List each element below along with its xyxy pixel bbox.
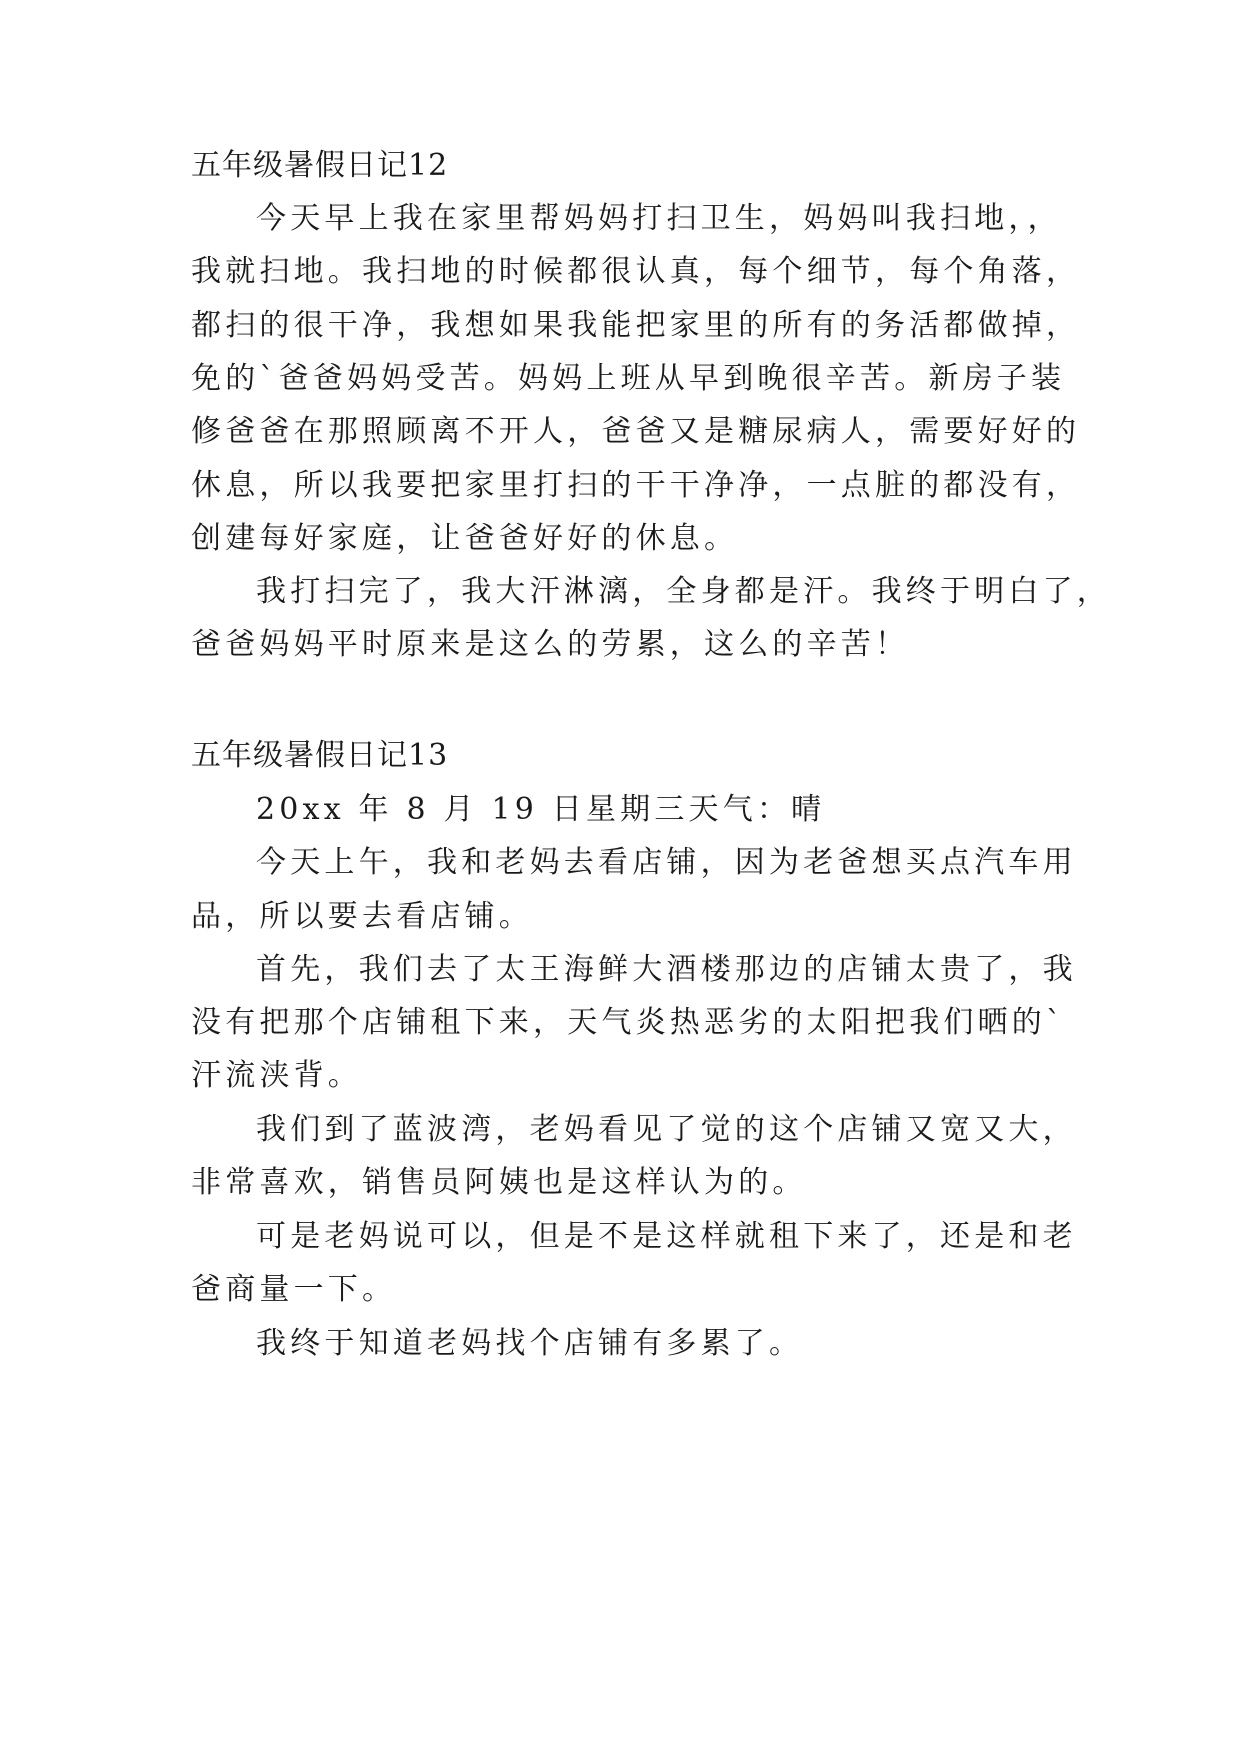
diary-13-p4-line1: 我们到了蓝波湾，老妈看见了觉的这个店铺又宽又大， <box>256 1112 1077 1147</box>
diary-13-p3-line3: 汗流浃背。 <box>191 1058 362 1093</box>
diary-12-title: 五年级暑假日记12 <box>191 148 449 183</box>
diary-13-p5-line2: 爸商量一下。 <box>191 1272 397 1307</box>
diary-13-p5-line1: 可是老妈说可以，但是不是这样就租下来了，还是和老 <box>256 1219 1077 1254</box>
diary-12-p2-line1: 我打扫完了，我大汗淋漓，全身都是汗。我终于明白了， <box>256 574 1111 609</box>
diary-12-p1-line1: 今天早上我在家里帮妈妈打扫卫生，妈妈叫我扫地，， <box>256 201 1062 236</box>
diary-12-p1-line2: 我就扫地。我扫地的时候都很认真，每个细节，每个角落， <box>191 254 1081 289</box>
diary-12-p1-line6: 休息，所以我要把家里打扫的干干净净，一点脏的都没有， <box>191 468 1081 503</box>
diary-13-p3-line2: 没有把那个店铺租下来，天气炎热恶劣的太阳把我们晒的` <box>191 1005 1066 1040</box>
diary-13-title: 五年级暑假日记13 <box>191 738 449 773</box>
diary-12-p1-line4: 免的`爸爸妈妈受苦。妈妈上班从早到晚很辛苦。新房子装 <box>191 361 1066 396</box>
diary-13-p3-line1: 首先，我们去了太王海鲜大酒楼那边的店铺太贵了，我 <box>256 952 1077 987</box>
diary-12-p2-line2: 爸爸妈妈平时原来是这么的劳累，这么的辛苦！ <box>191 627 910 662</box>
diary-12-p1-line3: 都扫的很干净，我想如果我能把家里的所有的务活都做掉， <box>191 308 1081 343</box>
diary-12-p1-line5: 修爸爸在那照顾离不开人，爸爸又是糖尿病人，需要好好的 <box>191 414 1081 449</box>
diary-13-p2-line1: 今天上午，我和老妈去看店铺，因为老爸想买点汽车用 <box>256 845 1077 880</box>
diary-13-p4-line2: 非常喜欢，销售员阿姨也是这样认为的。 <box>191 1165 807 1200</box>
diary-13-p2-line2: 品，所以要去看店铺。 <box>191 899 533 934</box>
diary-13-p6-line1: 我终于知道老妈找个店铺有多累了。 <box>256 1326 804 1361</box>
diary-13-date-line: 20xx 年 8 月 19 日星期三天气：晴 <box>256 792 826 827</box>
diary-12-p1-line7: 创建每好家庭，让爸爸好好的休息。 <box>191 521 739 556</box>
